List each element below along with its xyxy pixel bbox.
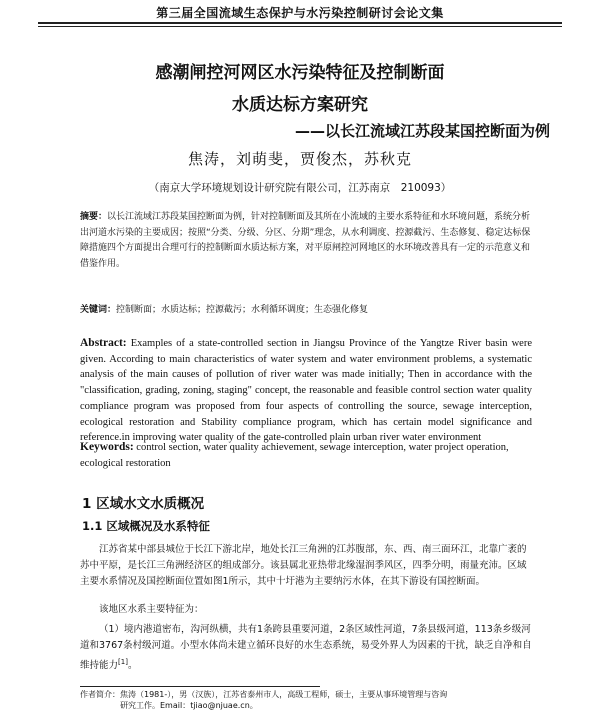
footnote-line2: 研究工作。Email：tjiao@njuae.cn。 bbox=[120, 701, 258, 710]
author-list: 焦涛，刘萌斐，贾俊杰，苏秋克 bbox=[187, 150, 412, 168]
chinese-keywords-label: 关键词： bbox=[80, 305, 117, 315]
author-footnote bbox=[80, 689, 540, 711]
english-keywords-text: control section, water quality achievement, sewage interception, water project operation, ecological restoration bbox=[80, 442, 509, 469]
header-rule-thick bbox=[38, 22, 562, 24]
section-heading: 1 区域水文水质概况 bbox=[82, 496, 205, 512]
english-keywords-label: Keywords: bbox=[80, 441, 134, 453]
footnote-rule bbox=[80, 686, 320, 687]
paper-title-line1: 感潮闸控河网区水污染特征及控制断面 bbox=[155, 63, 445, 83]
header-rule-thin bbox=[38, 26, 562, 27]
paper-subtitle: ——以长江流域江苏段某国控断面为例 bbox=[294, 122, 550, 140]
body-paragraph-features-1 bbox=[80, 622, 532, 674]
english-abstract-text: Examples of a state-controlled section in Jiangsu Province of the Yangtze River basin were given. According to main characteristics of water system and water environment problems, a systematic analysis of the main causes of pollution of river water was made initially; Then in accordance with the "classification, grading, zoning, staging" concept, the reasonable and feasible control section water quality compliance program was proposed from four aspects of controlling the source, sewage interception, ecological restoration and Stability compliance program, which has certain model significance and reference.in improving water quality of the gate-controlled plain urban river water environment bbox=[80, 338, 533, 444]
chinese-abstract bbox=[80, 210, 532, 272]
chinese-abstract-label: 摘要： bbox=[80, 212, 108, 222]
features-1-text: （1）境内港道密布，沟河纵横，共有1条跨县重要河道，2条区域性河道，7条县级河道，113条乡级河道和3767条村级河道。小型水体尚未建立循环良好的水生态系统，易受外界人为因素的干扰，缺乏自净和自维持能力 bbox=[80, 624, 532, 672]
author-affiliation: （南京大学环境规划设计研究院有限公司，江苏南京 210093） bbox=[148, 182, 452, 194]
citation-ref: [1] bbox=[118, 658, 128, 666]
running-header: 第三届全国流域生态保护与水污染控制研讨会论文集 bbox=[156, 6, 444, 20]
body-paragraph-features-intro: 该地区水系主要特征为： bbox=[99, 604, 204, 615]
english-keywords bbox=[80, 440, 532, 471]
chinese-abstract-text: 以长江流域江苏段某国控断面为例，针对控制断面及其所在小流域的主要水系特征和水环境问题，系统分析出河道水污染的主要成因；按照“分类、分级、分区、分期”理念，从水利调度、控源截污、生态修复、稳定达标保障措施四个方面提出合理可行的控制断面水质达标方案，对平原闸控河网地区的水环境改善具有一定的示范意义和借鉴作用。 bbox=[80, 212, 531, 269]
english-abstract-label: Abstract: bbox=[80, 337, 127, 349]
body-paragraph-region: 江苏省某中部县城位于长江下游北岸，地处长江三角洲的江苏腹部，东、西、南三面环江，北靠广袤的苏中平原，是长江三角洲经济区的组成部分。该县属北亚热带北缘湿润季风区，四季分明，雨量充沛。区域主要水系情况及国控断面位置如图1所示，其中十圩港为主要纳污水体，在其下游设有国控断面。 bbox=[80, 544, 527, 587]
chinese-keywords-text: 控制断面；水质达标；控源截污；水利循环调度；生态强化修复 bbox=[116, 305, 369, 315]
paper-title-line2: 水质达标方案研究 bbox=[232, 95, 368, 115]
subsection-heading: 1.1 区域概况及水系特征 bbox=[82, 519, 210, 533]
chinese-keywords bbox=[80, 302, 532, 315]
english-abstract bbox=[80, 336, 532, 446]
features-1-end: 。 bbox=[127, 660, 138, 672]
footnote-line1: 作者简介：焦涛（1981-），男（汉族），江苏省泰州市人，高级工程师，硕士，主要从事环境管理与咨询 bbox=[80, 690, 448, 699]
